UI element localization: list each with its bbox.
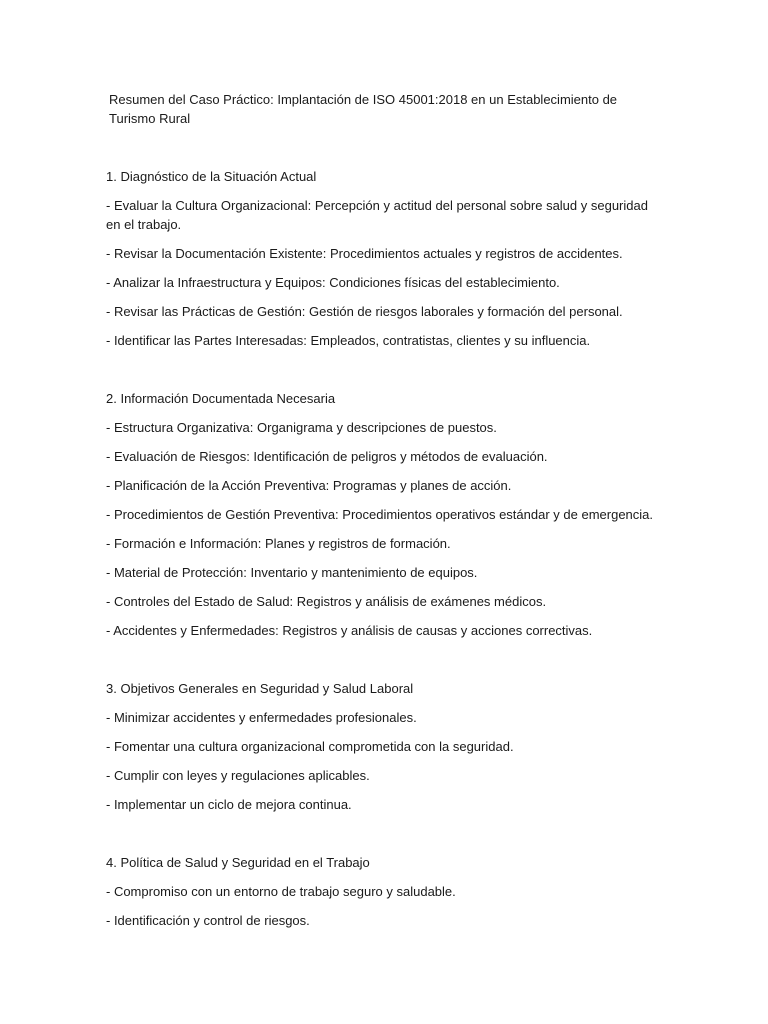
section-objetivos bbox=[106, 679, 666, 814]
list-item: - Identificación y control de riesgos. bbox=[106, 913, 310, 928]
document-title: Resumen del Caso Práctico: Implantación de ISO 45001:2018 en un Establecimiento de Turismo Rural bbox=[109, 92, 618, 126]
list-item: - Identificar las Partes Interesadas: Empleados, contratistas, clientes y su influencia. bbox=[106, 333, 591, 348]
list-item: - Estructura Organizativa: Organigrama y descripciones de puestos. bbox=[106, 420, 497, 435]
section-heading: 1. Diagnóstico de la Situación Actual bbox=[106, 169, 317, 184]
list-item: - Compromiso con un entorno de trabajo seguro y saludable. bbox=[106, 884, 456, 899]
list-item: - Controles del Estado de Salud: Registros y análisis de exámenes médicos. bbox=[106, 594, 547, 609]
list-item: - Planificación de la Acción Preventiva: Programas y planes de acción. bbox=[106, 478, 512, 493]
section-diagnostico bbox=[106, 167, 666, 350]
list-item: - Material de Protección: Inventario y mantenimiento de equipos. bbox=[106, 565, 478, 580]
list-item: - Evaluación de Riesgos: Identificación de peligros y métodos de evaluación. bbox=[106, 449, 548, 464]
list-item: - Revisar la Documentación Existente: Procedimientos actuales y registros de accidentes. bbox=[106, 246, 623, 261]
list-item: - Fomentar una cultura organizacional comprometida con la seguridad. bbox=[106, 739, 514, 754]
section-politica bbox=[106, 853, 666, 930]
list-item: - Revisar las Prácticas de Gestión: Gestión de riesgos laborales y formación del personal. bbox=[106, 304, 623, 319]
list-item: - Implementar un ciclo de mejora continua. bbox=[106, 797, 352, 812]
section-heading: 2. Información Documentada Necesaria bbox=[106, 391, 336, 406]
section-heading: 4. Política de Salud y Seguridad en el Trabajo bbox=[106, 855, 370, 870]
document-content bbox=[106, 90, 666, 969]
list-item: - Minimizar accidentes y enfermedades profesionales. bbox=[106, 710, 417, 725]
list-item: - Formación e Información: Planes y registros de formación. bbox=[106, 536, 451, 551]
list-item: - Accidentes y Enfermedades: Registros y análisis de causas y acciones correctivas. bbox=[106, 623, 593, 638]
list-item: - Evaluar la Cultura Organizacional: Percepción y actitud del personal sobre salud y seguridad en el trabajo. bbox=[106, 198, 648, 232]
section-informacion-documentada bbox=[106, 389, 666, 640]
list-item: - Cumplir con leyes y regulaciones aplicables. bbox=[106, 768, 370, 783]
section-heading: 3. Objetivos Generales en Seguridad y Salud Laboral bbox=[106, 681, 414, 696]
list-item: - Analizar la Infraestructura y Equipos: Condiciones físicas del establecimiento. bbox=[106, 275, 560, 290]
list-item: - Procedimientos de Gestión Preventiva: Procedimientos operativos estándar y de emergencia. bbox=[106, 507, 654, 522]
